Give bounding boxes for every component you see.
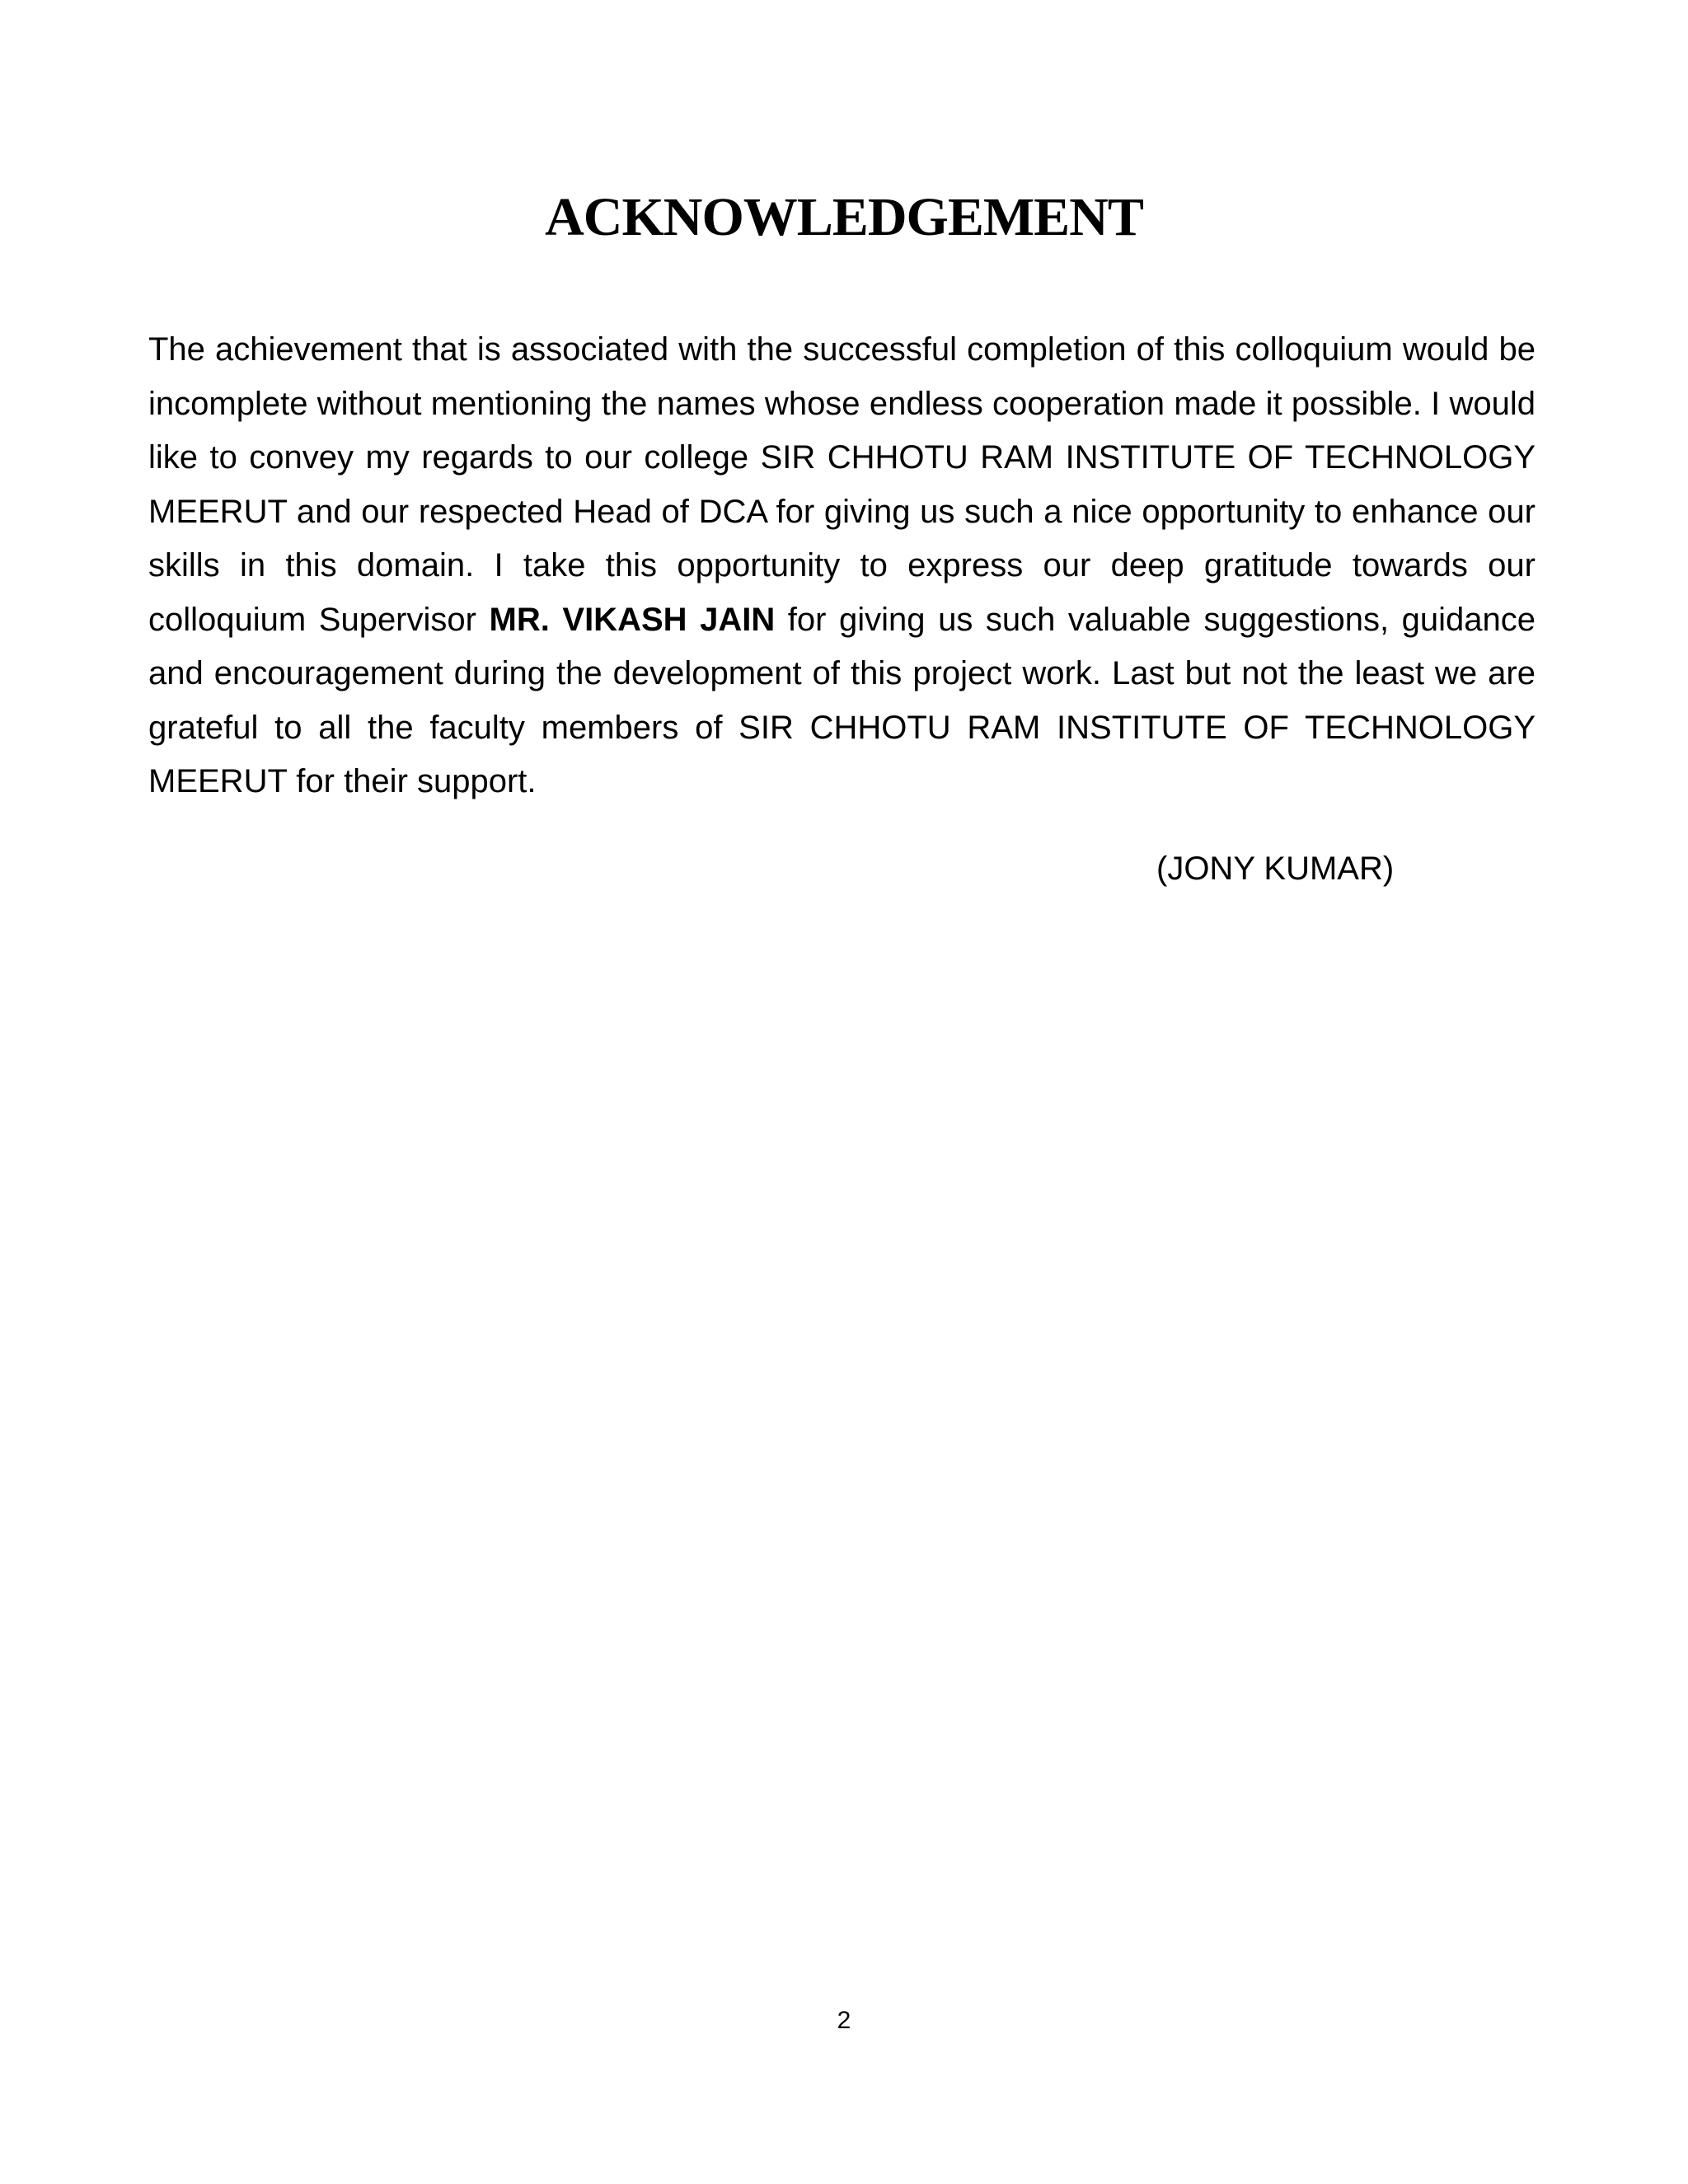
page-title: ACKNOWLEDGEMENT xyxy=(545,187,1143,247)
page-number: 2 xyxy=(837,2007,851,2034)
acknowledgement-paragraph xyxy=(148,323,1536,809)
paragraph-text-part-2: for giving us such valuable suggestions, guidance and encouragement during the development of this project work. Last but not the least we are grateful to all the faculty members of SIR CHHOTU RAM INSTITUTE OF TECHNOLOGY MEERUT for their support. xyxy=(148,601,1536,799)
author-signature: (JONY KUMAR) xyxy=(1156,851,1395,887)
paragraph-text-part-1: The achievement that is associated with the successful completion of this colloquium would be incomplete without mentioning the names whose endless cooperation made it possible. I would like to convey my regards to our college SIR CHHOTU RAM INSTITUTE OF TECHNOLOGY MEERUT and our respected Head of DCA for giving us such a nice opportunity to enhance our skills in this domain. I take this opportunity to express our deep gratitude towards our colloquium Supervisor xyxy=(148,331,1536,638)
supervisor-name: MR. VIKASH JAIN xyxy=(489,601,776,638)
